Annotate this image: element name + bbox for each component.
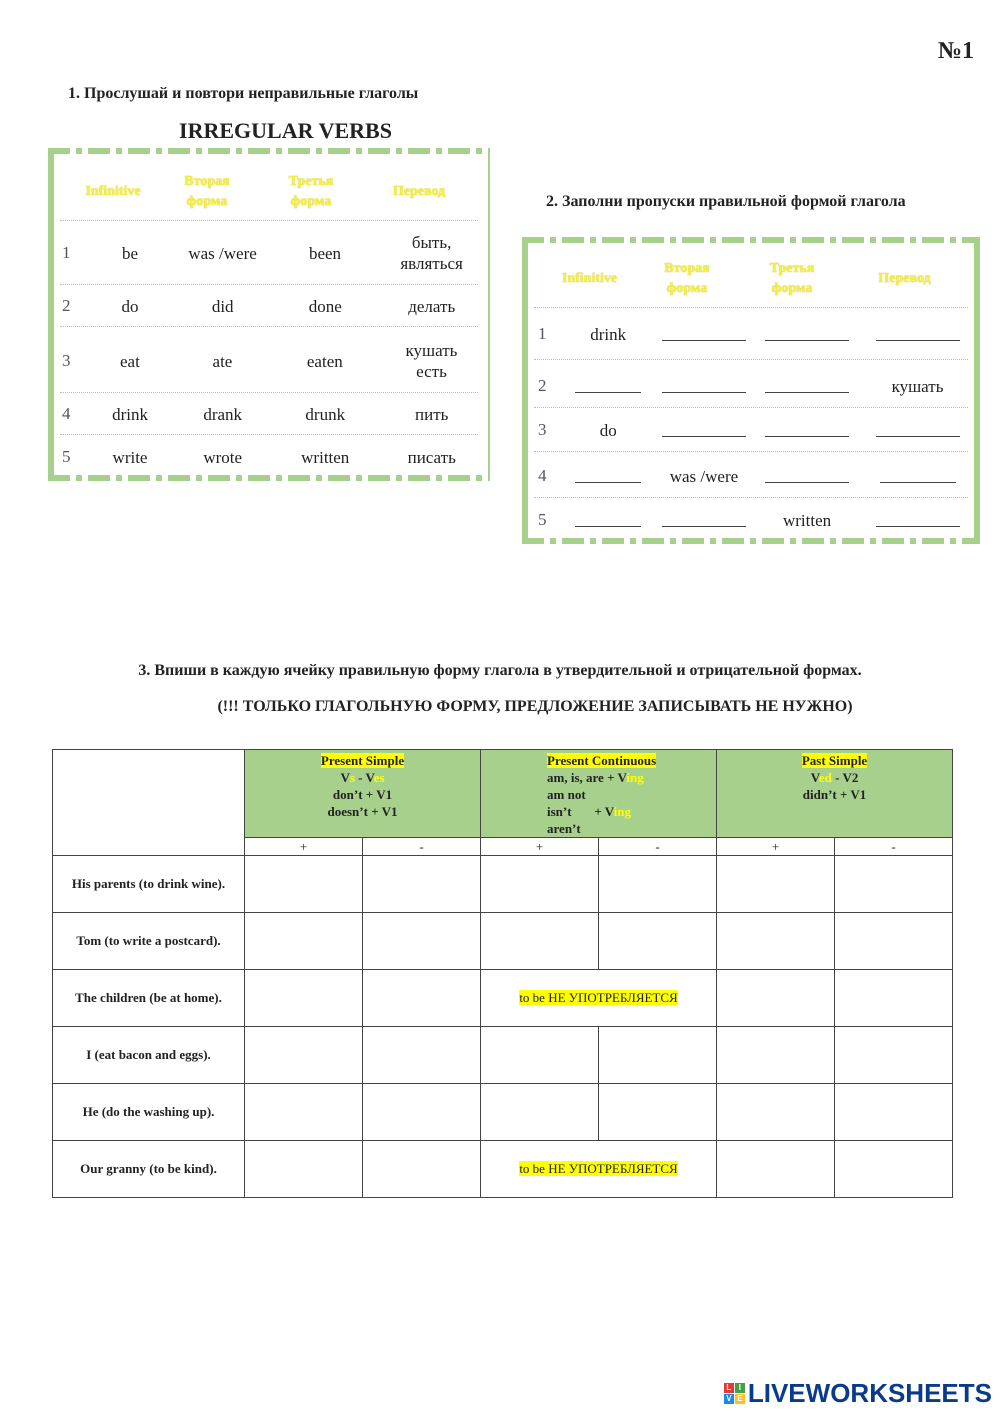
blank-input[interactable]	[662, 418, 746, 437]
formula-part: didn’t + V1	[802, 787, 867, 802]
translation: писать	[407, 447, 456, 467]
answer-cell[interactable]	[717, 1027, 835, 1084]
row-number: 1	[538, 324, 547, 343]
answer-cell[interactable]	[245, 856, 363, 913]
row-number: 2	[538, 376, 547, 395]
table-row	[53, 913, 953, 970]
sentence-label: I (eat bacon and eggs).	[53, 1027, 245, 1084]
second-form: ate	[212, 351, 233, 371]
ex1-header-translation: Перевод	[392, 184, 446, 199]
blank-input[interactable]	[880, 464, 956, 483]
ex3-table	[52, 749, 953, 1198]
not-used-cell	[481, 970, 717, 1027]
formula-part: es	[373, 770, 385, 785]
sentence-label: Tom (to write a postcard).	[53, 913, 245, 970]
second-form: did	[211, 296, 234, 316]
plus-sign: +	[717, 838, 835, 856]
answer-cell[interactable]	[481, 913, 599, 970]
table-row	[53, 1141, 953, 1198]
answer-cell[interactable]	[481, 856, 599, 913]
blank-input[interactable]	[765, 418, 849, 437]
answer-cell[interactable]	[717, 1084, 835, 1141]
formula-part: doesn’t + V1	[327, 804, 398, 819]
row-number: 4	[62, 404, 71, 423]
row-number: 5	[62, 447, 71, 466]
infinitive: do	[599, 420, 617, 440]
formula-part: V	[810, 770, 819, 785]
ex2-header-v3: Третья форма	[769, 261, 815, 296]
ex3-note: (!!! ТОЛЬКО ГЛАГОЛЬНУЮ ФОРМУ, ПРЕДЛОЖЕНИЕ ЗАПИСЫВАТЬ НЕ НУЖНО)	[217, 698, 853, 715]
blank-input[interactable]	[575, 464, 641, 483]
ex1-header-v2: Вторая форма	[184, 174, 230, 209]
blank-input[interactable]	[575, 508, 641, 527]
answer-cell[interactable]	[363, 1084, 481, 1141]
answer-cell[interactable]	[599, 1027, 717, 1084]
blank-input[interactable]	[765, 464, 849, 483]
ex2-table	[522, 237, 980, 544]
row-number: 4	[538, 466, 547, 485]
table-row	[528, 455, 974, 497]
answer-cell[interactable]	[599, 856, 717, 913]
infinitive: drink	[112, 404, 148, 424]
blank-input[interactable]	[662, 374, 746, 393]
table-row	[54, 394, 484, 434]
row-number: 2	[62, 296, 71, 315]
blank-input[interactable]	[662, 322, 746, 341]
answer-cell[interactable]	[835, 1027, 953, 1084]
answer-cell[interactable]	[245, 913, 363, 970]
ex1-table	[48, 148, 490, 481]
answer-cell[interactable]	[481, 1027, 599, 1084]
sentence-label: He (do the washing up).	[53, 1084, 245, 1141]
third-form: done	[308, 296, 342, 316]
corner-cell	[53, 750, 245, 856]
formula-part: ing	[613, 804, 631, 819]
answer-cell[interactable]	[717, 856, 835, 913]
answer-cell[interactable]	[363, 856, 481, 913]
third-form: written	[301, 447, 350, 467]
answer-cell[interactable]	[717, 913, 835, 970]
ex1-header-infinitive: Infinitive	[85, 184, 141, 199]
liveworksheets-logo	[724, 1378, 992, 1409]
minus-sign: -	[599, 838, 717, 856]
logo-letter: I	[735, 1383, 745, 1393]
answer-cell[interactable]	[835, 970, 953, 1027]
formula-part: isn’t + V	[547, 804, 614, 819]
logo-wordmark: LIVEWORKSHEETS	[747, 1378, 992, 1408]
logo-letter: L	[724, 1383, 734, 1393]
sentence-label: Our granny (to be kind).	[53, 1141, 245, 1198]
table-row	[54, 437, 484, 477]
logo-letter: V	[724, 1394, 734, 1404]
not-used-cell	[481, 1141, 717, 1198]
minus-sign: -	[363, 838, 481, 856]
table-row	[53, 1027, 953, 1084]
row-number: 3	[538, 420, 547, 439]
answer-cell[interactable]	[717, 970, 835, 1027]
logo-letter: E	[735, 1394, 745, 1404]
table-row	[528, 365, 974, 407]
blank-input[interactable]	[575, 374, 641, 393]
table-row	[54, 286, 484, 326]
translation: делать	[408, 296, 456, 316]
table-row	[53, 1084, 953, 1141]
answer-cell[interactable]	[599, 1084, 717, 1141]
row-number: 3	[62, 351, 71, 370]
blank-input[interactable]	[876, 322, 960, 341]
formula-part: don’t + V1	[332, 787, 393, 802]
answer-cell[interactable]	[245, 970, 363, 1027]
formula-part: ing	[626, 770, 644, 785]
answer-cell[interactable]	[363, 1141, 481, 1198]
blank-input[interactable]	[765, 322, 849, 341]
infinitive: eat	[120, 351, 140, 371]
present-continuous-header	[481, 750, 717, 838]
second-form: was /were	[188, 243, 257, 263]
table-row	[54, 330, 484, 392]
blank-input[interactable]	[876, 508, 960, 527]
plus-sign: +	[481, 838, 599, 856]
ex2-header-infinitive: Infinitive	[561, 271, 618, 286]
third-form: drunk	[305, 404, 346, 424]
ex1-title: IRREGULAR VERBS	[179, 118, 392, 143]
plus-sign: +	[245, 838, 363, 856]
answer-cell[interactable]	[717, 1141, 835, 1198]
answer-cell[interactable]	[599, 913, 717, 970]
formula-part: s	[349, 770, 355, 785]
row-number: 5	[538, 510, 547, 529]
table-row	[54, 224, 484, 282]
blank-input[interactable]	[876, 418, 960, 437]
page-number: №1	[937, 38, 974, 64]
minus-sign: -	[835, 838, 953, 856]
answer-cell[interactable]	[363, 913, 481, 970]
formula-part: aren’t	[547, 821, 581, 836]
present-simple-header	[245, 750, 481, 838]
translation: пить	[415, 404, 449, 424]
formula-part: am not	[547, 787, 586, 802]
answer-cell[interactable]	[245, 1027, 363, 1084]
present-continuous-title: Present Continuous	[547, 753, 657, 768]
not-used-note: to be НЕ УПОТРЕБЛЯЕТСЯ	[519, 990, 678, 1005]
ex1-instruction: 1. Прослушай и повтори неправильные глаголы	[68, 85, 419, 102]
infinitive: be	[121, 243, 138, 263]
third-form: eaten	[306, 351, 343, 371]
answer-cell[interactable]	[835, 1084, 953, 1141]
row-number: 1	[62, 243, 71, 262]
infinitive: drink	[590, 324, 627, 344]
answer-cell[interactable]	[245, 1141, 363, 1198]
ex3-instruction: 3. Впиши в каждую ячейку правильную форму глагола в утвердительной и отрицательной формах.	[138, 662, 862, 679]
second-form: wrote	[203, 447, 243, 467]
answer-cell[interactable]	[835, 1141, 953, 1198]
translation: быть, являться	[400, 233, 463, 273]
sentence-label: His parents (to drink wine).	[53, 856, 245, 913]
ex1-header-v3: Третья форма	[288, 174, 334, 209]
answer-cell[interactable]	[481, 1084, 599, 1141]
blank-input[interactable]	[662, 508, 746, 527]
third-form: written	[782, 510, 832, 530]
answer-cell[interactable]	[835, 856, 953, 913]
infinitive: write	[112, 447, 148, 467]
ex2-header-translation: Перевод	[878, 271, 931, 286]
table-row	[528, 499, 974, 541]
past-simple-header	[717, 750, 953, 838]
answer-cell[interactable]	[835, 913, 953, 970]
infinitive: do	[121, 296, 139, 316]
second-form: was /were	[669, 466, 739, 486]
sentence-label: The children (be at home).	[53, 970, 245, 1027]
formula-part: V	[340, 770, 350, 785]
table-row	[53, 856, 953, 913]
translation: кушать	[891, 376, 944, 396]
formula-part: - V	[354, 770, 374, 785]
formula-part: ed	[818, 770, 832, 785]
translation: кушать есть	[405, 341, 458, 381]
formula-part: am, is, are + V	[547, 770, 627, 785]
formula-part: - V2	[831, 770, 859, 785]
ex2-instruction: 2. Заполни пропуски правильной формой глагола	[546, 193, 906, 210]
not-used-note: to be НЕ УПОТРЕБЛЯЕТСЯ	[519, 1161, 678, 1176]
present-simple-title: Present Simple	[320, 753, 405, 768]
answer-cell[interactable]	[245, 1084, 363, 1141]
table-row	[528, 409, 974, 451]
table-row	[53, 970, 953, 1027]
answer-cell[interactable]	[363, 970, 481, 1027]
second-form: drank	[203, 404, 243, 424]
logo-icon	[724, 1383, 745, 1404]
past-simple-title: Past Simple	[801, 753, 868, 768]
table-row	[528, 313, 974, 355]
blank-input[interactable]	[765, 374, 849, 393]
answer-cell[interactable]	[363, 1027, 481, 1084]
ex2-header-v2: Вторая форма	[664, 261, 710, 296]
third-form: been	[308, 243, 342, 263]
